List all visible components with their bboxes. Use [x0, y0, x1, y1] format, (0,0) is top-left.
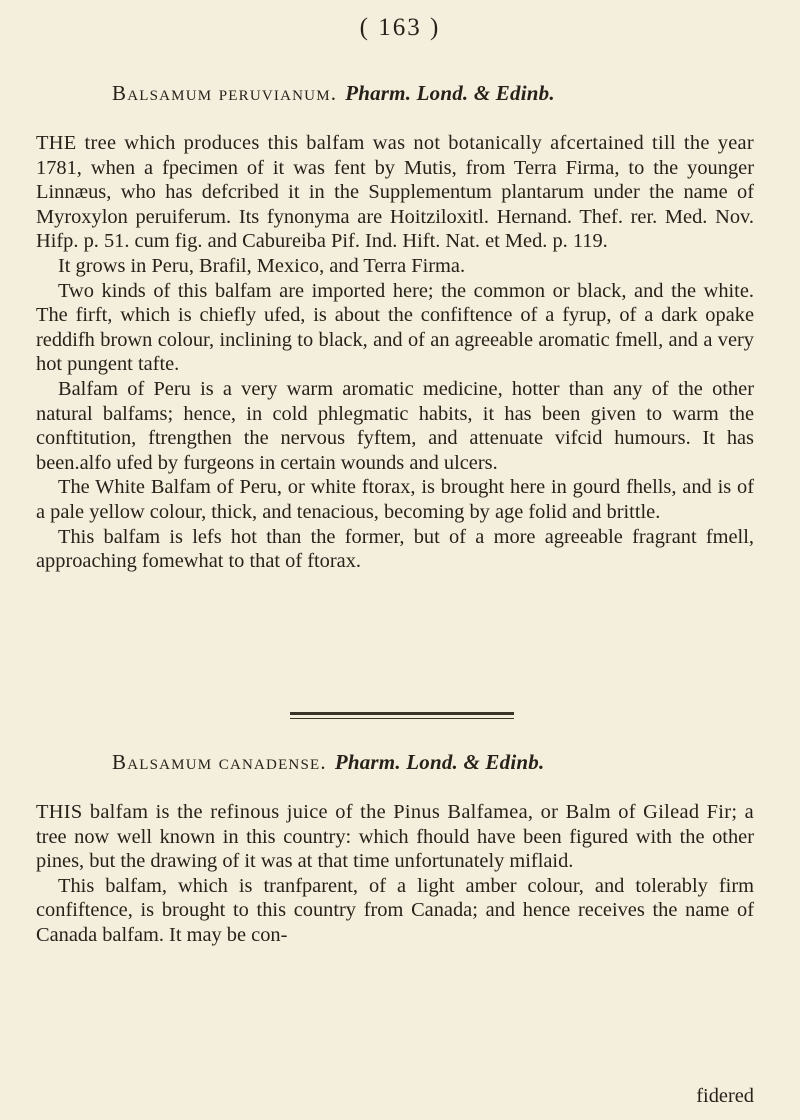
paragraph: This balfam, which is tranfparent, of a light amber colour, and tolerably firm confiftence, is brought to this country from Canada; and hence receives the name of Canada balfam. It may be con-: [36, 874, 754, 946]
section-divider: [290, 712, 514, 722]
section-heading-balsamum-canadense: [112, 750, 732, 775]
paragraph: THE tree which produces this balfam was not botanically afcertained till the year 1781, when a fpecimen of it was fent by Mutis, from Terra Firma, to the younger Linnæus, who has defcribed it in the Supplementum plantarum under the name of Myroxylon peruiferum. Its fynonyma are Hoitziloxitl. Hernand. Thef. rer. Med. Nov. Hifp. p. 51. cum fig. and Cabureiba Pif. Ind. Hift. Nat. et Med. p. 119.: [36, 132, 754, 253]
catchword: fidered: [696, 1085, 754, 1107]
paragraph: Two kinds of this balfam are imported here; the common or black, and the white. The firft, which is chiefly ufed, is about the confiftence of a fyrup, of a dark opake reddifh brown colour, inclining to black, and of an agreeable aromatic fmell, and a very hot pungent tafte.: [36, 279, 754, 376]
section-body-balsamum-peruvianum: [36, 131, 754, 574]
divider-thick-rule: [290, 712, 514, 715]
paragraph: THIS balfam is the refinous juice of the Pinus Balfamea, or Balm of Gilead Fir; a tree now well known in this country: which fhould have been figured with the other pines, but the drawing of it was at that time unfortunately miflaid.: [36, 801, 754, 873]
section-heading-balsamum-peruvianum: [112, 81, 732, 106]
page-number: ( 163 ): [359, 14, 441, 41]
paragraph: It grows in Peru, Brafil, Mexico, and Terra Firma.: [58, 254, 466, 277]
divider-thin-rule: [290, 718, 514, 719]
heading-source: Pharm. Lond. & Edinb.: [345, 81, 555, 105]
heading-title: Balsamum canadense.: [112, 750, 327, 774]
section-body-balsamum-canadense: [36, 800, 754, 948]
paragraph: The White Balfam of Peru, or white ftorax, is brought here in gourd fhells, and is of a pale yellow colour, thick, and tenacious, becoming by age folid and brittle.: [36, 476, 754, 523]
paragraph: Balfam of Peru is a very warm aromatic medicine, hotter than any of the other natural balfams; hence, in cold phlegmatic habits, it has been given to warm the conftitution, ftrengthen the nervous fyftem, and attenuate vifcid humours. It has been.alfo ufed by furgeons in certain wounds and ulcers.: [36, 377, 754, 474]
paragraph: This balfam is lefs hot than the former, but of a more agreeable fragrant fmell, approaching fomewhat to that of ftorax.: [36, 525, 754, 573]
heading-source: Pharm. Lond. & Edinb.: [334, 750, 545, 774]
heading-title: Balsamum peruvianum.: [112, 81, 338, 105]
